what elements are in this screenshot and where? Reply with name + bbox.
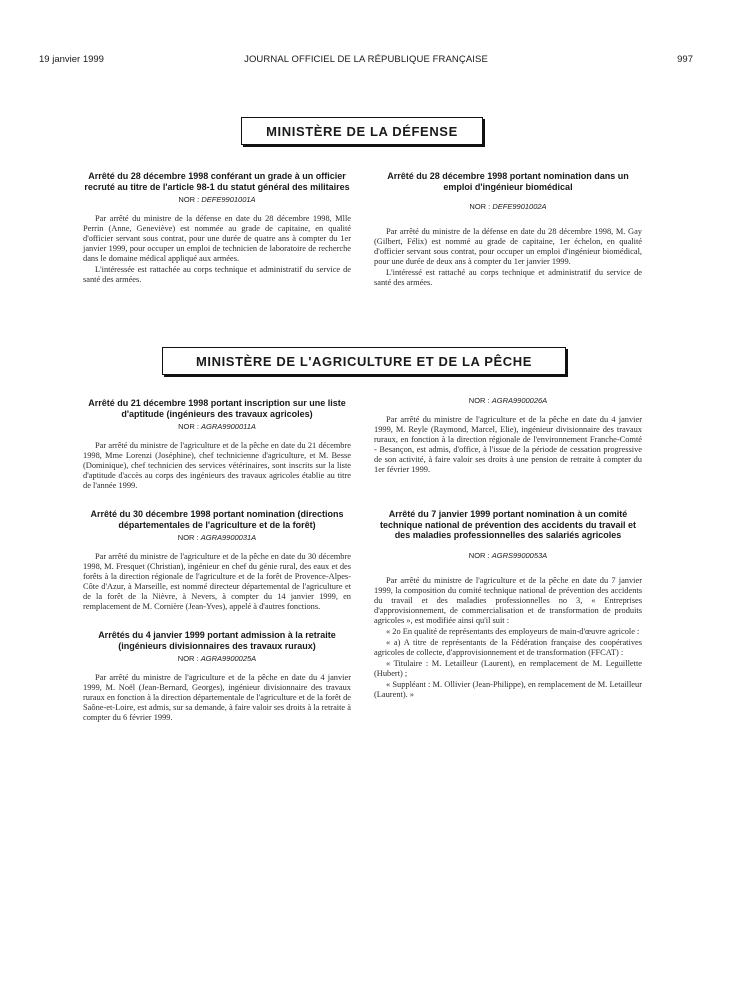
nor-code: AGRA9900031A xyxy=(200,533,257,542)
page-number: 997 xyxy=(677,54,693,65)
decree-body xyxy=(374,415,642,475)
decree-paragraph: « Titulaire : M. Letailleur (Laurent), en remplacement de M. Leguillette (Hubert) ; xyxy=(374,658,642,678)
nor-code: AGRA9900011A xyxy=(201,422,256,431)
decree-body xyxy=(83,214,351,285)
decree-paragraph: « Suppléant : M. Ollivier (Jean-Philippe), en remplacement de M. Letailleur (Laurent). » xyxy=(374,679,642,699)
decree-paragraph: Par arrêté du ministre de l'agriculture et de la pêche en date du 4 janvier 1999, M. Reyle (Raymond, Marcel, Elie), ingénieur divisionnaire des travaux ruraux, en fonction à la direction régionale de l'environnement Franche-Comté - Besançon, est admis, d'office, à l'issue de la période de cessation progressive de son activité, à faire valoir ses droits à une pension de retraite à compter du 1er février 1999. xyxy=(374,415,642,474)
decree-paragraph: Par arrêté du ministre de la défense en date du 28 décembre 1998, M. Gay (Gilbert, Félix) est nommé au grade de capitaine, 1er échelon, en qualité d'officier servant sous contrat, pour occuper un emploi d'ingénieur biomédical, pour une durée de deux ans à compter du 1er janvier 1999. xyxy=(374,227,642,266)
nor-reference xyxy=(83,422,351,431)
decree-title: Arrêté du 21 décembre 1998 portant inscription sur une liste d'aptitude (ingénieurs des travaux agricoles) xyxy=(88,398,346,419)
nor-label: NOR : xyxy=(178,195,200,204)
nor-label: NOR : xyxy=(177,533,199,542)
nor-code: DEFE9901001A xyxy=(201,195,256,204)
decree-title: Arrêté du 30 décembre 1998 portant nomination (directions départementales de l'agriculture et de la forêt) xyxy=(90,509,344,530)
decree-title: Arrêté du 28 décembre 1998 portant nomination dans un emploi d'ingénieur biomédical xyxy=(387,171,629,192)
nor-code: AGRA9900025A xyxy=(200,654,257,663)
agriculture-left-column xyxy=(83,398,351,741)
decree-paragraph: L'intéressée est rattachée au corps technique et administratif du service de santé des armées. xyxy=(83,265,351,284)
defense-right-decree xyxy=(374,171,642,289)
decree-paragraph: Par arrêté du ministre de l'agriculture et de la pêche en date du 21 décembre 1998, Mme Lorenzi (Joséphine), chef technicienne d'agriculture, et M. Besse (Dominique), chef technicien des services vétérinaires, sont inscrits sur la liste d'aptitude d'accès au corps des ingénieurs des travaux agricoles établie au titre de l'année 1999. xyxy=(83,441,351,490)
decree-body xyxy=(83,673,351,723)
agriculture-right-column xyxy=(374,396,642,718)
nor-code: DEFE9901002A xyxy=(492,202,547,211)
decree-paragraph: Par arrêté du ministre de l'agriculture et de la pêche en date du 30 décembre 1998, M. Fresquet (Christian), ingénieur en chef du génie rural, des eaux et des forêts à la direction régionale de l'agriculture et de la forêt de Provence-Alpes-Côte d'Azur, à Marseille, est nommé directeur départemental de l'agriculture et de la forêt de la Nièvre, à Nevers, à compter du 14 janvier 1999, en remplacement de M. Cornière (Jean-Yves), appelé à d'autres fonctions. xyxy=(83,552,351,611)
page-header xyxy=(39,54,693,70)
nor-reference xyxy=(374,396,642,405)
decree-body xyxy=(83,552,351,612)
decree-retirement xyxy=(83,630,351,723)
nor-code: AGRA9900026A xyxy=(491,396,548,405)
decree-title: Arrêté du 28 décembre 1998 conférant un grade à un officier recruté au titre de l'article 98-1 du statut général des militaires xyxy=(84,171,350,192)
ministry-defense-heading xyxy=(241,117,483,145)
decree-title: Arrêtés du 4 janvier 1999 portant admission à la retraite (ingénieurs divisionnaires des travaux ruraux) xyxy=(98,630,336,651)
decree-paragraph: L'intéressé est rattaché au corps technique et administratif du service de santé des armées. xyxy=(374,268,642,287)
decree-paragraph: Par arrêté du ministre de l'agriculture et de la pêche en date du 7 janvier 1999, la composition du comité technique national de prévention des accidents du travail et des maladies professionnelles no 3, « Entreprises d'approvisionnement, de commercialisation et de transformation de produits agricoles », est modifiée ainsi qu'il suit : xyxy=(374,575,642,625)
nor-label: NOR : xyxy=(468,396,490,405)
header-date: 19 janvier 1999 xyxy=(39,54,104,65)
decree-body xyxy=(83,441,351,491)
journal-title: JOURNAL OFFICIEL DE LA RÉPUBLIQUE FRANÇAISE xyxy=(244,54,488,65)
ministry-agriculture-label: MINISTÈRE DE L'AGRICULTURE ET DE LA PÊCHE xyxy=(195,353,533,369)
nor-reference xyxy=(374,551,642,560)
ministry-defense-label: MINISTÈRE DE LA DÉFENSE xyxy=(266,123,458,139)
decree-aptitude-list xyxy=(83,398,351,491)
decree-nomination-ddaf xyxy=(83,509,351,612)
nor-code: AGRS9900053A xyxy=(491,550,548,560)
decree-paragraph: Par arrêté du ministre de la défense en date du 28 décembre 1998, Mlle Perrin (Anne, Geneviève) est nommée au grade de capitaine, en qualité d'officier servant sous contrat, pour une durée de quatre ans à compter du 1er janvier 1999, pour occuper un emploi de technicien de laboratoire de recherche dans le domaine médical appliqué aux armées. xyxy=(83,214,351,263)
decree-retirement-continued xyxy=(374,396,642,475)
nor-reference xyxy=(374,202,642,211)
nor-label: NOR : xyxy=(177,654,199,663)
decree-body xyxy=(374,227,642,288)
nor-label: NOR : xyxy=(468,550,490,560)
decree-paragraph: Par arrêté du ministre de l'agriculture et de la pêche en date du 4 janvier 1999, M. Noël (Jean-Bernard, Georges), ingénieur divisionnaire des travaux ruraux en fonction à la direction départementale de l'agriculture et de la forêt de Saône-et-Loire, est admis, sur sa demande, à faire valoir ses droits à la retraite à compter du 6 février 1999. xyxy=(83,673,351,722)
decree-body xyxy=(374,576,642,700)
nor-label: NOR : xyxy=(469,202,491,211)
nor-reference xyxy=(83,195,351,204)
nor-reference xyxy=(83,533,351,542)
decree-paragraph: « a) A titre de représentants de la Fédération française des coopératives agricoles de collecte, d'approvisionnement et de transformation (FFCAT) : xyxy=(374,637,642,657)
decree-title: Arrêté du 7 janvier 1999 portant nomination à un comité technique national de prévention des accidents du travail et des maladies professionnelles des salariés agricoles xyxy=(379,509,637,540)
nor-reference xyxy=(83,654,351,663)
decree-committee-nomination xyxy=(374,509,642,700)
decree-paragraph: « 2o En qualité de représentants des employeurs de main-d'œuvre agricole : xyxy=(386,626,640,636)
defense-left-decree xyxy=(83,171,351,286)
nor-label: NOR : xyxy=(178,422,199,431)
ministry-agriculture-heading xyxy=(162,347,566,375)
